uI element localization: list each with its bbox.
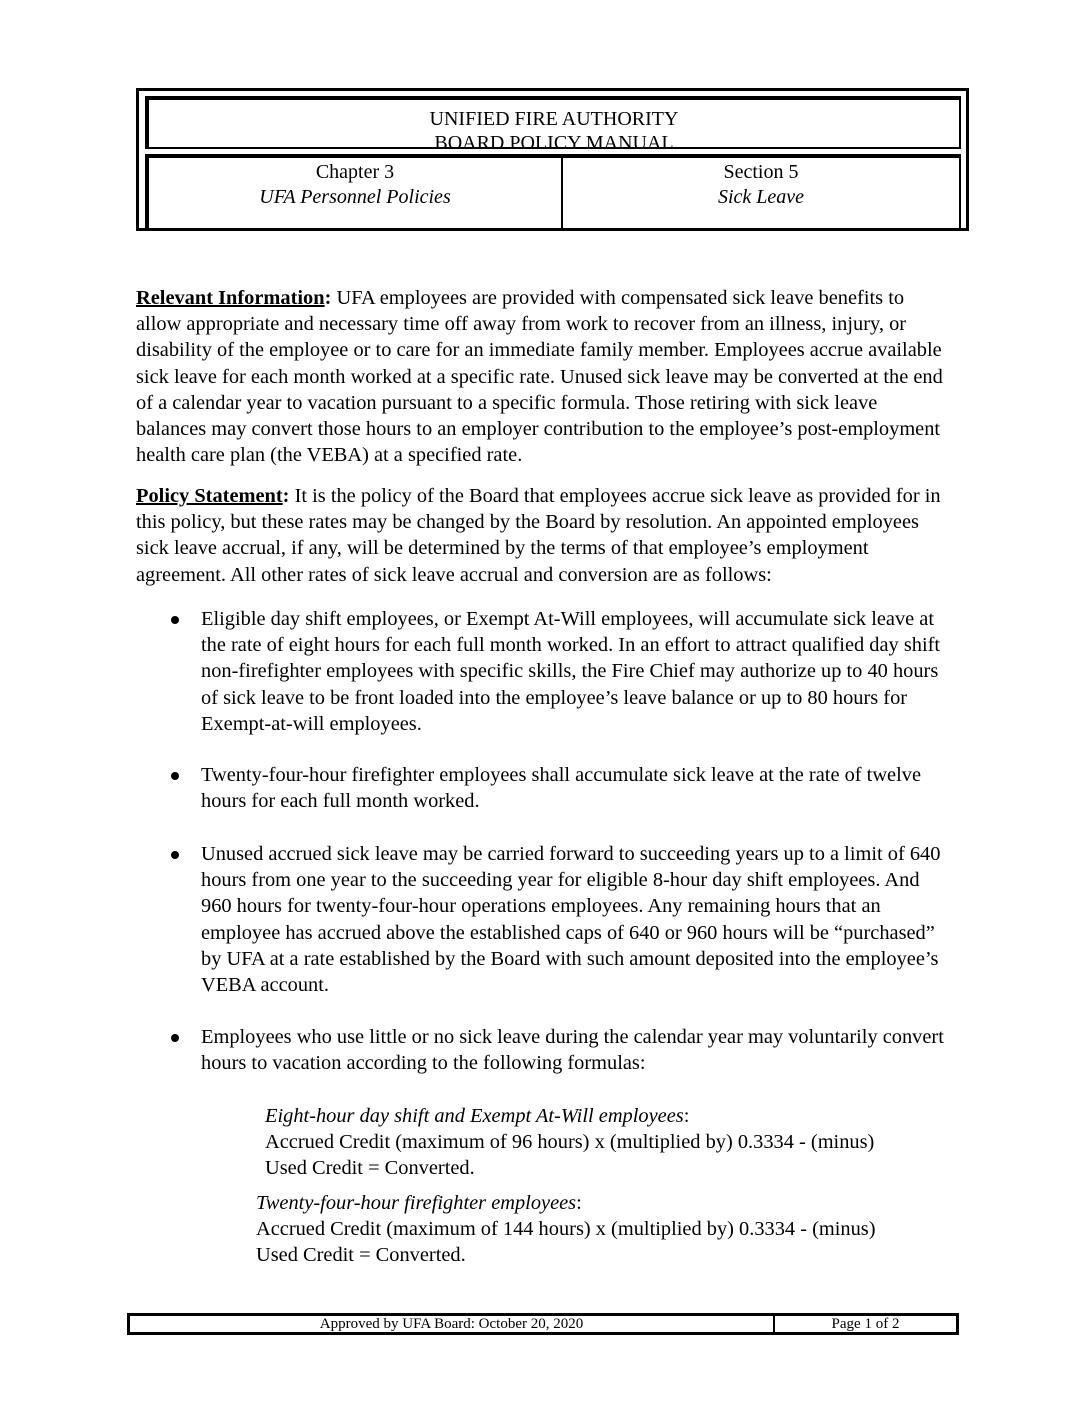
header-chapter-section-row xyxy=(145,154,961,228)
section-cell xyxy=(563,158,959,228)
relevant-information-text: UFA employees are provided with compensated sick leave benefits to allow appropriate and necessary time off away from work to recover from an illness, injury, or disability of the employee or to care for an immediate family member. Employees accrue available sick leave for each month worked at a specific rate. Unused sick leave may be converted at the end of a calendar year to vacation pursuant to a specific formula. Those retiring with sick leave balances may convert those hours to an employer contribution to the employee’s post-employment health care plan (the VEBA) at a specified rate. xyxy=(136,287,943,467)
section-label: Section 5 xyxy=(723,161,799,183)
header-title-block xyxy=(145,96,961,154)
bullet-icon xyxy=(171,851,179,859)
page-footer xyxy=(127,1313,959,1335)
list-item xyxy=(201,1024,953,1076)
list-item xyxy=(201,606,953,737)
chapter-title: UFA Personnel Policies xyxy=(259,186,451,208)
relevant-information-heading: Relevant Information xyxy=(136,287,325,309)
relevant-information-paragraph xyxy=(136,285,951,468)
list-item-text: Twenty-four-hour firefighter employees shall accumulate sick leave at the rate of twelve hours for each full month worked. xyxy=(201,764,922,813)
list-item xyxy=(201,762,953,814)
list-item xyxy=(201,841,953,998)
heading-colon: : xyxy=(324,287,332,309)
policy-header-box xyxy=(136,88,969,231)
chapter-cell xyxy=(149,158,563,228)
formula-label-colon: : xyxy=(576,1192,582,1214)
formula-line: Accrued Credit (maximum of 144 hours) x (multiplied by) 0.3334 - (minus) xyxy=(256,1218,876,1241)
bullet-icon xyxy=(171,772,179,780)
formula-line: Used Credit = Converted. xyxy=(256,1244,466,1267)
approval-date: Approved by UFA Board: October 20, 2020 xyxy=(130,1316,775,1332)
section-title: Sick Leave xyxy=(717,186,805,208)
formula-label: Twenty-four-hour firefighter employees xyxy=(256,1192,577,1214)
formula-label: Eight-hour day shift and Exempt At-Will employees xyxy=(265,1105,684,1127)
bullet-icon xyxy=(171,1034,179,1042)
list-item-text: Unused accrued sick leave may be carried forward to succeeding years up to a limit of 640 hours from one year to the succeeding year for eligible 8-hour day shift employees. And 960 hours for twenty-four-hour operations employees. Any remaining hours that an employee has accrued above the established caps of 640 or 960 hours will be “purchased” by UFA at a rate established by the Board with such amount deposited into the employee’s VEBA account. xyxy=(201,843,941,997)
organization-name: UNIFIED FIRE AUTHORITY xyxy=(429,108,679,130)
policy-statement-paragraph xyxy=(136,483,951,588)
list-item-text: Eligible day shift employees, or Exempt At-Will employees, will accumulate sick leave at the rate of eight hours for each full month worked. In an effort to attract qualified day shift non-firefighter employees with specific skills, the Fire Chief may authorize up to 40 hours of sick leave to be front loaded into the employee’s leave balance or up to 80 hours for Exempt-at-will employees. xyxy=(201,608,941,735)
page-number: Page 1 of 2 xyxy=(831,1316,900,1332)
formula-eight-hour xyxy=(265,1103,874,1182)
heading-colon: : xyxy=(282,485,290,507)
policy-statement-text: It is the policy of the Board that employees accrue sick leave as provided for in this policy, but these rates may be changed by the Board by resolution. An appointed employees sick leave accrual, if any, will be determined by the terms of that employee’s employment agreement. All other rates of sick leave accrual and conversion are as follows: xyxy=(136,485,941,586)
formula-line: Used Credit = Converted. xyxy=(265,1157,475,1180)
formula-twenty-four-hour xyxy=(256,1190,876,1269)
manual-title: BOARD POLICY MANUAL xyxy=(434,132,674,154)
formula-line: Accrued Credit (maximum of 96 hours) x (multiplied by) 0.3334 - (minus) xyxy=(265,1131,875,1154)
formula-label-colon: : xyxy=(683,1105,690,1127)
bullet-icon xyxy=(171,616,179,624)
policy-statement-heading: Policy Statement xyxy=(136,485,283,507)
chapter-label: Chapter 3 xyxy=(315,161,395,183)
list-item-text: Employees who use little or no sick leave during the calendar year may voluntarily convert hours to vacation according to the following formulas: xyxy=(201,1026,944,1075)
